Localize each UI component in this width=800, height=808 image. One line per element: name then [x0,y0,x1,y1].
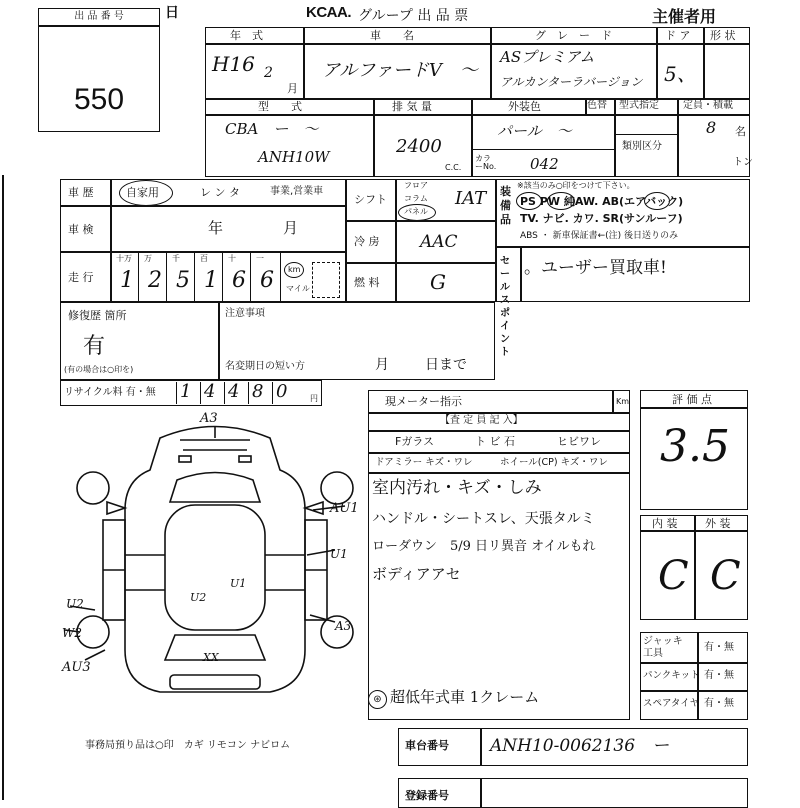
mileage-digit: 2 [148,268,162,293]
puncture-option[interactable]: 有・無 [704,670,734,681]
ac-label: 冷 房 [354,235,380,248]
mileage-digit: 6 [232,268,246,293]
pw-circle [547,192,575,210]
shift-value: IAT [455,188,487,209]
km-circle [284,262,304,278]
meter-label: 現メーター指示 [385,395,462,408]
diagram-mark-xx: XX [203,651,219,664]
role-label: 主催者用 [652,7,717,26]
sales-point-text: 。ユーザー買取車! [524,258,667,278]
color-value: パール ～ [497,122,572,140]
ac-value: AAC [420,232,458,252]
col-shape: 形 状 [710,29,736,42]
col-displacement: 排 気 量 [392,100,432,113]
lot-number-label: 出 品 番 号 [74,11,124,22]
ab-circle [644,192,670,210]
deadline-day: 日まで [425,357,467,373]
meter-note-4: ボディアアセ [372,565,461,583]
mileage-digit-label: 十万 [116,254,132,263]
lot-number-box [38,8,160,132]
fglass-label: Fガラス [395,435,434,448]
form-title: グループ 出 品 票 [358,8,469,24]
interior-label: 内 装 [652,517,678,530]
col-color: 外装色 [508,100,541,113]
exterior-label: 外 装 [705,517,731,530]
equipment-line1: PS PW 純AW. AB(エアバック) [520,195,684,208]
history-rental[interactable]: レ ン タ [200,186,240,199]
equipment-side-label: 装備品 [500,185,511,226]
meter-note-3: ローダウン 5/9 日リ異音 オイルもれ [372,539,596,554]
recycle-digit: 0 [276,381,288,402]
diagram-mark-u2-center: U2 [190,591,207,604]
capacity-value: 8 [706,118,717,137]
diagram-mark-u1-right: U1 [330,547,348,561]
chassis-value: ANH10-0062136 ー [490,736,670,756]
day-mark: 日 [165,5,179,21]
ton-unit: トン [733,157,753,168]
equipment-note: ※該当のみ○印をつけて下さい。 [517,181,635,190]
history-commercial[interactable]: 事業,営業車 [270,186,324,197]
meter-note-1: 室内汚れ・キズ・しみ [372,478,542,498]
left-margin-line [2,175,4,800]
shift-floor[interactable]: フロア [404,181,428,190]
year-era: H16 [212,52,255,76]
shaken-label: 車 検 [68,223,94,236]
spare-option[interactable]: 有・無 [704,698,734,709]
recycle-digit-divider [272,382,273,404]
shift-panel-circle [398,204,436,221]
mileage-digit-label: 一 [256,254,264,263]
type-prefix: CBA ー ～ [225,120,319,138]
shaken-year-unit: 年 [208,219,224,237]
car-name: アルファードV ～ [322,60,478,81]
mileage-digit: 1 [204,268,218,293]
cc-unit: C.C. [445,163,462,172]
interior-grade: C [658,553,689,599]
col-doors: ド ア [665,29,691,42]
diagram-mark-a3-top: A3 [200,411,218,426]
wheel-label: ホイール(CP) キズ・ワレ [500,457,608,468]
equipment-line2: TV. ナビ. カワ. SR(サンルーフ) [520,212,683,225]
meter-unit: Km [616,397,630,406]
recycle-label: リサイクル料 有・無 [64,387,156,398]
col-capacity: 定員・積載 [683,100,733,111]
repair-label: 修復歴 箇所 [68,309,127,322]
recycle-digit: 4 [204,381,216,402]
stamp-icon: ⊛ [368,690,387,709]
chassis-label: 車台番号 [405,739,449,752]
recycle-digit-divider [176,382,177,404]
mileage-label: 走 行 [68,271,94,284]
lot-number: 550 [73,83,125,116]
diagram-mark-au3: AU3 [62,660,91,675]
equipment-line3: ABS ・ 新車保証書←(注) 後日送りのみ [520,231,679,241]
mileage-digit: 1 [120,268,134,293]
recycle-unit: 円 [310,394,318,403]
repair-note: (有の場合は○印を) [64,365,134,374]
history-private-circle [119,180,173,206]
score-label: 評 価 点 [672,393,712,406]
mileage-digit-label: 万 [144,254,152,263]
crack-label: ヒビワレ [557,435,601,448]
diagram-mark-u2-left: U2 [66,597,84,611]
registration-label: 登録番号 [405,789,449,802]
puncture-label: パンクキット [643,670,700,681]
shaken-month-unit: 月 [283,219,299,237]
color-number-label: カラーNo. [475,154,497,171]
km-unit[interactable]: km [288,265,301,274]
col-grade: グ レ ー ド [535,29,612,42]
col-make: 車 名 [370,29,414,42]
mile-unit[interactable]: マイル [286,284,310,293]
repair-value: 有 [83,334,106,359]
recycle-digit: 4 [228,381,240,402]
office-note: 事務局預り品は○印 カギ リモコン ナビロム [85,740,291,751]
mileage-digit: 6 [260,268,274,293]
class-label: 類別区分 [622,141,662,152]
door-mirror-label: ドアミラー キズ・ワレ [375,457,473,468]
capacity-unit: 名 [735,125,746,138]
deadline-month: 月 [375,357,389,373]
displacement-value: 2400 [396,136,442,157]
mileage-digit-dividers [110,252,280,302]
inspector-label: 【査 定 員 記 入】 [440,415,523,426]
meter-note-2: ハンドル・シートスレ、天張タルミ [372,511,595,527]
sales-point-label: セールスポイント [500,256,510,358]
mileage-digit: 5 [176,268,190,293]
kcaa-logo: KCAA. [306,4,351,21]
col-year: 年 式 [230,29,263,42]
mileage-dash-box [312,262,340,298]
exterior-grade: C [710,553,741,599]
recycle-digit: 8 [252,381,264,402]
mileage-digit-label: 百 [200,254,208,263]
recycle-digit-divider [200,382,201,404]
shift-label: シフト [354,193,387,206]
shift-panel[interactable]: パネル [404,207,428,216]
col-type-designation: 型式指定 [619,100,659,111]
col-type: 型 式 [258,100,302,113]
spare-label: スペアタイヤ [643,698,700,709]
diagram-mark-a3-right: A3 [335,619,352,633]
recycle-digit: 1 [180,381,192,402]
grade-line1: ASプレミアム [500,48,595,66]
caution-label: 注意事項 [225,308,265,319]
year-month-num: 2 [264,65,273,81]
recycle-digit-divider [224,382,225,404]
recycle-digit-divider [248,382,249,404]
deadline-label: 名変期日の短い方 [225,361,305,372]
doors-value: 5、 [664,62,697,86]
mileage-digit-label: 十 [228,254,236,263]
grade-line2: アルカンターラバージョン [500,75,643,89]
diagram-mark-u1-center: U1 [230,577,247,590]
registration-box [398,778,748,808]
year-month-unit: 月 [287,82,298,95]
fuel-value: G [430,270,446,294]
shift-column[interactable]: コラム [404,194,428,203]
type-model: ANH10W [258,148,330,166]
jack-label: ジャッキ 工具 [643,636,683,659]
diagram-mark-au1: AU1 [330,501,359,516]
jack-option[interactable]: 有・無 [704,642,734,653]
fuel-label: 燃 料 [354,276,380,289]
history-private[interactable]: 自家用 [126,186,159,199]
mileage-digit-label: 千 [172,254,180,263]
stamp-note: 超低年式車 1クレーム [390,688,540,706]
score-value: 3.5 [660,421,730,472]
col-color-change: 色替 [587,100,607,111]
car-diagram [55,410,375,710]
history-label: 車 歴 [68,186,94,199]
diagram-mark-w2: W2 [62,626,82,640]
stone-label: ト ビ 石 [475,435,515,448]
color-number: 042 [530,155,559,173]
ps-circle [516,192,542,210]
